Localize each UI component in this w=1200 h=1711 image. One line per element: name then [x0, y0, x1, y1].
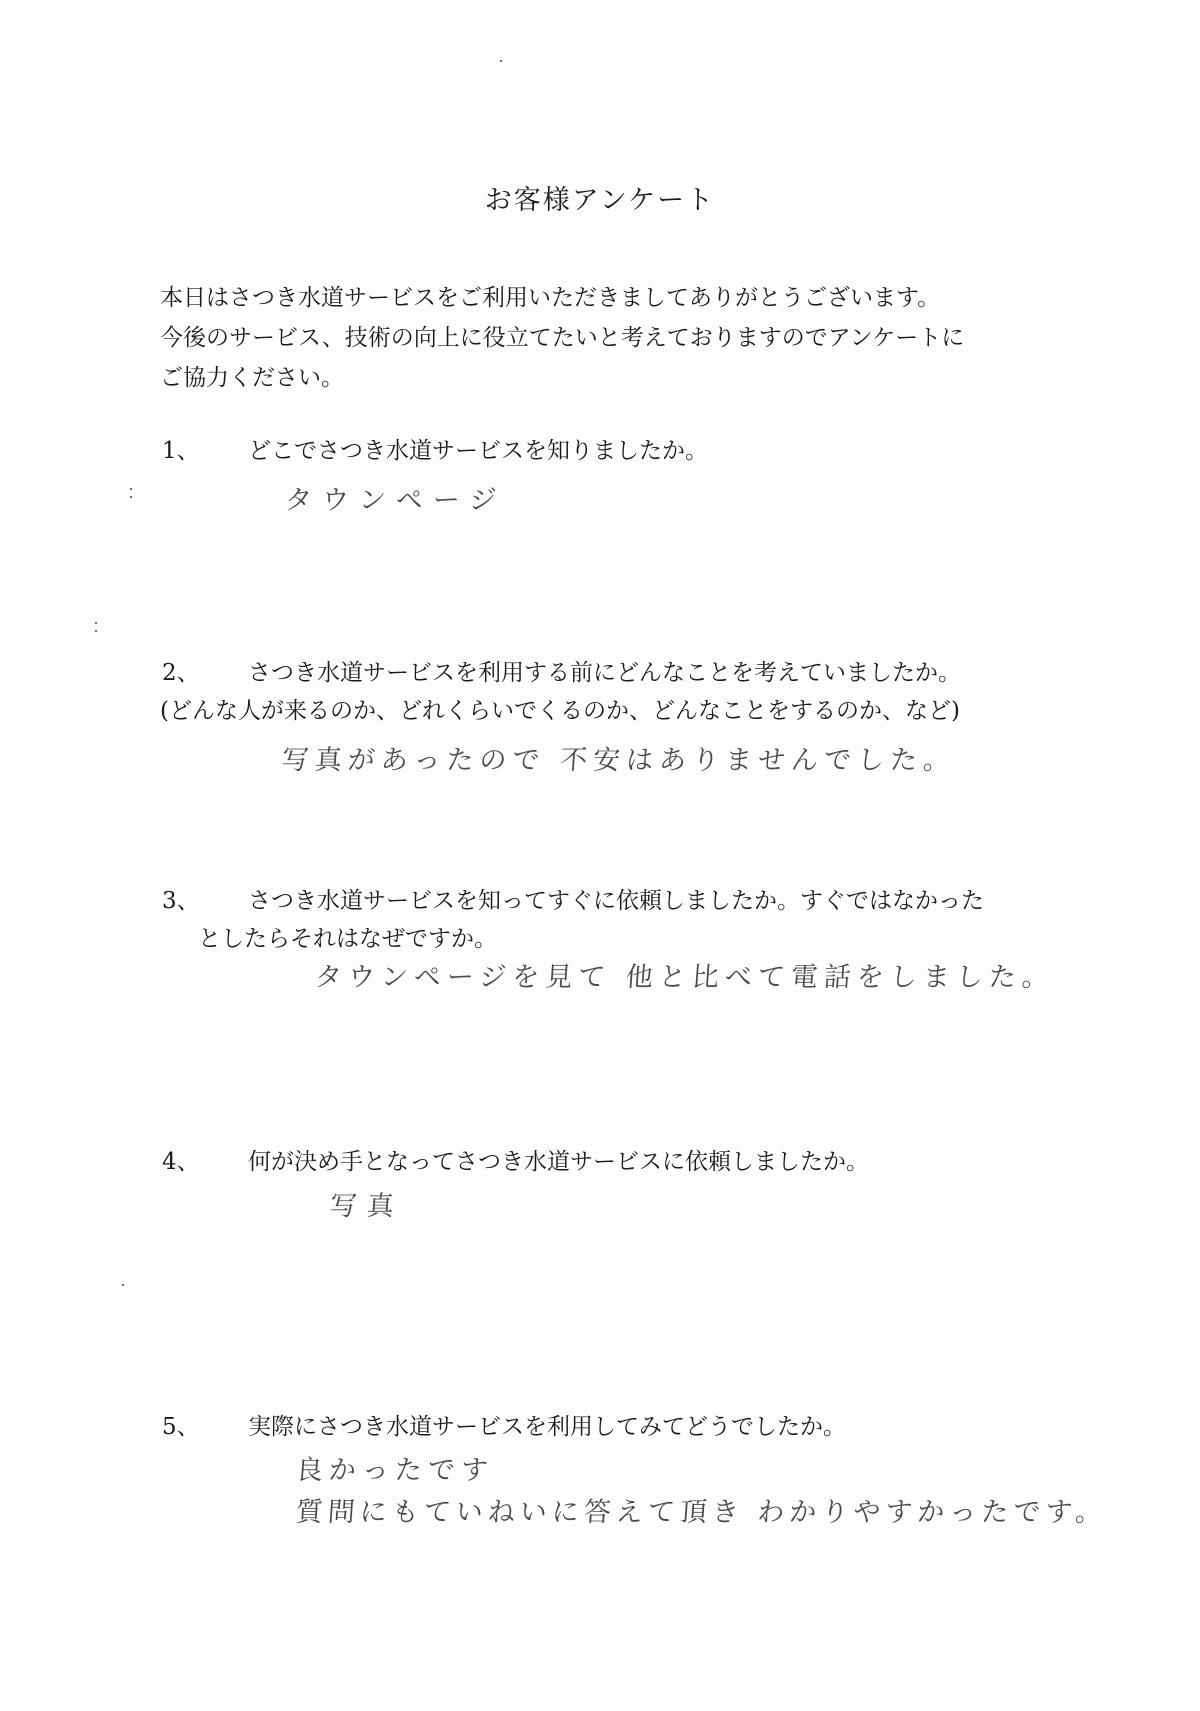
question-number: 4、: [162, 1149, 200, 1175]
handwritten-answer: タウンページを見て 他と比べて電話をしました。: [313, 962, 1056, 993]
scan-speck: [95, 630, 97, 632]
question-text: さつき水道サービスを利用する前にどんなことを考えていましたか。: [248, 660, 961, 686]
question-text: どこでさつき水道サービスを知りましたか。: [248, 438, 708, 464]
intro-paragraph: [160, 278, 1060, 398]
scan-speck: [130, 496, 132, 498]
handwritten-answer: 良かったです: [294, 1455, 495, 1486]
question-number: 5、: [162, 1414, 200, 1440]
question-subtext: としたらそれはなぜですか。: [198, 926, 497, 952]
question-number: 1、: [162, 438, 200, 464]
intro-line: 本日はさつき水道サービスをご利用いただきましてありがとうございます。: [160, 285, 941, 311]
intro-line: 今後のサービス、技術の向上に役立てたいと考えておりますのでアンケートに: [160, 325, 965, 351]
question-text: さつき水道サービスを知ってすぐに依頼しましたか。すぐではなかった: [248, 888, 984, 914]
question-number: 3、: [162, 888, 200, 914]
scan-speck: [130, 488, 132, 490]
handwritten-answer: タウンページ: [283, 485, 508, 516]
scan-speck: [95, 622, 97, 624]
page-title: お客様アンケート: [484, 185, 716, 216]
scan-speck: [500, 60, 502, 62]
question-text: 何が決め手となってさつき水道サービスに依頼しましたか。: [248, 1149, 869, 1175]
intro-line: ご協力ください。: [160, 365, 344, 391]
handwritten-answer: 写真: [328, 1191, 405, 1222]
question-text: 実際にさつき水道サービスを利用してみてどうでしたか。: [248, 1414, 846, 1440]
question-subtext: (どんな人が来るのか、どれくらいでくるのか、どんなことをするのか、など): [160, 698, 960, 724]
question-number: 2、: [162, 660, 200, 686]
handwritten-answer: 写真があったので 不安はありませんでした。: [280, 745, 958, 776]
handwritten-answer: 質問にもていねいに答えて頂き わかりやすかったです。: [294, 1497, 1109, 1528]
scan-speck: [122, 1284, 124, 1286]
